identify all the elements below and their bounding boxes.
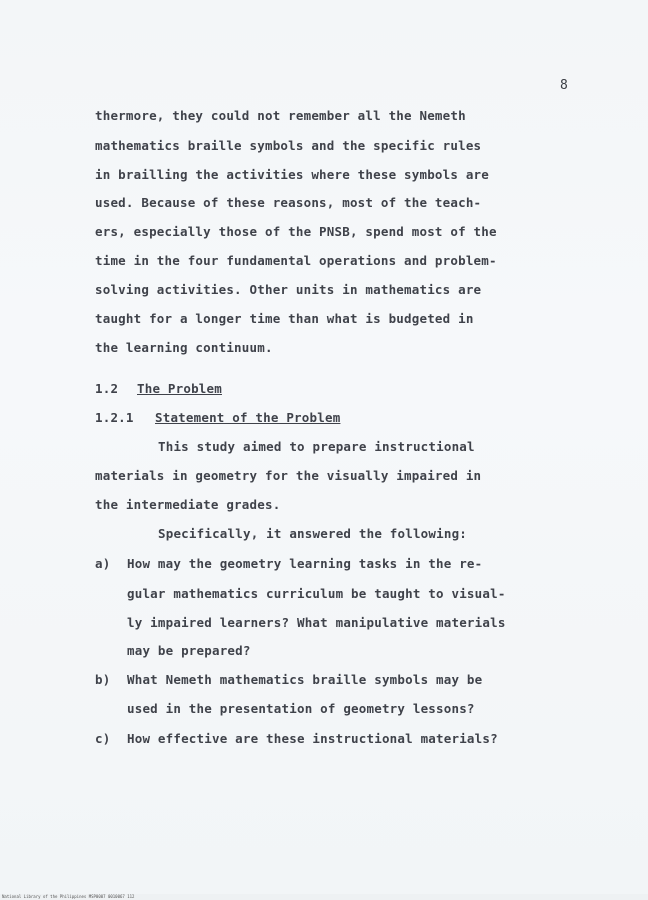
question-label: b)	[95, 672, 111, 687]
specifically-line: Specifically, it answered the following:	[158, 526, 468, 541]
question-line: ly impaired learners? What manipulative materials	[127, 615, 506, 630]
question-line: may be prepared?	[127, 643, 251, 658]
paragraph-line: in brailling the activities where these symbols are	[95, 167, 490, 182]
question-label: c)	[95, 731, 111, 746]
section-number: 1.2	[95, 381, 119, 396]
question-line: used in the presentation of geometry lessons?	[127, 701, 475, 716]
paragraph-line: time in the four fundamental operations and problem-	[95, 253, 497, 268]
section-title: The Problem	[137, 381, 222, 396]
question-label: a)	[95, 556, 111, 571]
paragraph-line: materials in geometry for the visually impaired in	[95, 468, 482, 483]
subsection-title: Statement of the Problem	[155, 410, 341, 425]
paragraph-line: This study aimed to prepare instructional	[158, 439, 475, 454]
paragraph-line: ers, especially those of the PNSB, spend most of the	[95, 224, 497, 239]
subsection-number: 1.2.1	[95, 410, 134, 425]
paragraph-line: mathematics braille symbols and the specific rules	[95, 138, 482, 153]
question-line: How may the geometry learning tasks in the re-	[127, 556, 483, 571]
paragraph-line: solving activities. Other units in mathematics are	[95, 282, 482, 297]
page-number: 8	[560, 78, 568, 93]
question-line: What Nemeth mathematics braille symbols may be	[127, 672, 483, 687]
question-line: How effective are these instructional materials?	[127, 731, 498, 746]
scan-footer	[0, 894, 648, 900]
paragraph-line: thermore, they could not remember all the Nemeth	[95, 108, 466, 123]
question-line: gular mathematics curriculum be taught to visual-	[127, 586, 506, 601]
paragraph-line: taught for a longer time than what is budgeted in	[95, 311, 474, 326]
footer-text: National Library of the Philippines MSP0007 0010067 112	[2, 894, 135, 899]
paragraph-line: the learning continuum.	[95, 340, 273, 355]
paragraph-line: used. Because of these reasons, most of the teach-	[95, 195, 482, 210]
paragraph-line: the intermediate grades.	[95, 497, 281, 512]
